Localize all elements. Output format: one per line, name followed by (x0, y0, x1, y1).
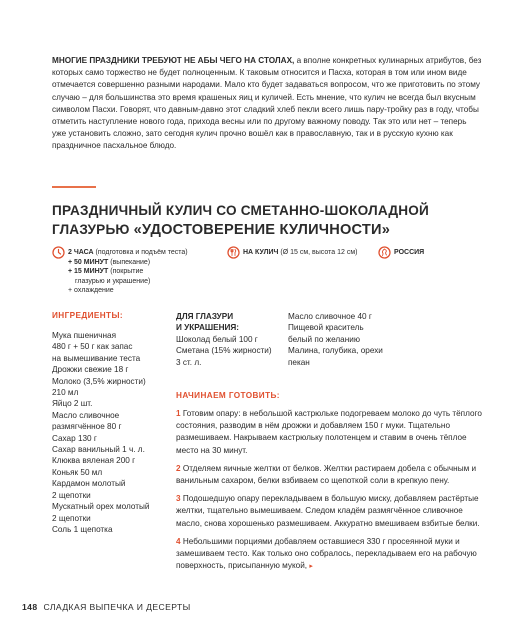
intro-text: а вполне конкретных кулинарных атрибутов, без которых само торжество не будет полноценным. К таковым относится и Пасха, которая в том или ином виде отмечается совершенно разными народами. Мало кто будет задаваться вопросом, что же приготовить по этому случаю – для большинства это время крашеных яиц и куличей. Есть мнение, что кулич не всегда был вкусным символом Пасхи. Говорят, что давным-давно этот сладкий хлеб пекли всего лишь пару-тройку раз в году, чтобы отметить наступление нового года, прихода весны или по другому важному поводу. Так это или нет – теперь уже установить сложно, зато сегодня кулич прочно вошёл как в православную, так и в русскую кухню как праздничное пасхальное блюдо. (52, 56, 482, 151)
time-main-note: (подготовка и подъём теста) (93, 249, 188, 256)
ingredient-item: Шоколад белый 100 г (176, 335, 258, 344)
ingredients-heading: ИНГРЕДИЕНТЫ: (52, 311, 123, 320)
intro-lead: МНОГИЕ ПРАЗДНИКИ ТРЕБУЮТ НЕ АБЫ ЧЕГО НА СТОЛАХ, (52, 56, 295, 65)
recipe-title (52, 201, 492, 240)
recipe-title-line2-wrap (52, 220, 492, 240)
ingredient-item: Сметана (15% жирности) (176, 346, 272, 356)
fork-knife-icon (227, 246, 240, 259)
ingredient-item: Масло сливочное (52, 410, 120, 420)
time-cooling: + охлаждение (68, 287, 114, 294)
time-bake-note: (выпекание) (108, 258, 151, 266)
ingredient-item: Мускатный орех молотый (52, 502, 150, 512)
continue-arrow-icon: ▸ (309, 563, 313, 571)
ingredient-item: пекан (288, 357, 310, 367)
time-main: 2 ЧАСА (68, 249, 94, 256)
ingredient-item: Мука пшеничная (52, 331, 117, 340)
ingredient-item: Соль 1 щепотка (52, 524, 113, 534)
ingredient-item: Молоко (3,5% жирности) (52, 376, 146, 386)
page-footer (22, 602, 191, 612)
recipe-title-line2: ГЛАЗУРЬЮ (52, 222, 134, 237)
ingredients-list-decor (288, 311, 383, 368)
ingredient-item: Сахар ванильный 1 ч. л. (52, 445, 145, 455)
recipe-title-highlight: «УДОСТОВЕРЕНИЕ КУЛИЧНОСТИ» (133, 222, 391, 238)
step-item (176, 408, 482, 457)
ingredient-item: Кардамон молотый (52, 479, 126, 489)
time-glaze-note: (покрытие (108, 268, 144, 275)
intro-paragraph (52, 55, 482, 153)
page-number: 148 (22, 602, 38, 612)
recipe-title-line1: ПРАЗДНИЧНЫЙ КУЛИЧ СО СМЕТАННО-ШОКОЛАДНОЙ (52, 203, 430, 218)
step-number: 2 (176, 463, 181, 473)
glaze-heading (176, 311, 239, 334)
steps-list (176, 408, 482, 579)
ingredient-item: Дрожжи свежие 18 г (52, 365, 129, 375)
globe-icon (378, 246, 391, 259)
clock-icon (52, 246, 65, 259)
step-text: Отделяем яичные желтки от белков. Желтки растираем добела с обычным и ванильным сахаром, белки взбиваем со щепоткой соли в крепкую пену. (176, 463, 477, 486)
step-text: Готовим опару: в небольшой кастрюльке подогреваем молоко до чуть тёплого состояния, разводим в нём дрожжи и добавляем 150 г муки. Тщательно размешиваем. Накрываем кастрюльку полотенцем и ставим в очень тёплое место на 30 минут. (176, 409, 482, 455)
ingredients-list-main (52, 330, 149, 535)
ingredient-item: 2 щепотки (52, 513, 91, 523)
serving-main: НА КУЛИЧ (243, 249, 279, 256)
ingredient-item: 480 г + 50 г как запас (52, 342, 133, 352)
ingredient-item: Яйцо 2 шт. (52, 399, 93, 409)
step-item (176, 493, 482, 530)
ingredient-item: 210 мл (52, 388, 79, 398)
ingredient-item: Клюква вяленая 200 г (52, 456, 136, 466)
country-name: РОССИЯ (394, 249, 425, 256)
step-number: 3 (176, 494, 181, 504)
step-number: 4 (176, 536, 181, 546)
meta-time-text (68, 248, 188, 296)
meta-country-text (394, 248, 424, 258)
ingredient-item: Малина, голубика, орехи (288, 346, 383, 356)
step-text: Подошедшую опару перекладываем в большую миску, добавляем растёртые желтки, тщательно вымешиваем. Следом кладём размягчённое сливочное масло, снова хорошенько размешиваем. Аккуратно вмешиваем взбитые белки. (176, 494, 480, 528)
step-number: 1 (176, 409, 181, 418)
ingredient-item: на вымешивание теста (52, 353, 141, 363)
glaze-heading-line2: И УКРАШЕНИЯ: (176, 323, 240, 333)
ingredient-item: белый по желанию (288, 334, 360, 344)
time-glaze: + 15 МИНУТ (68, 268, 109, 275)
section-name: СЛАДКАЯ ВЫПЕЧКА И ДЕСЕРТЫ (43, 602, 191, 612)
ingredient-item: Масло сливочное 40 г (288, 312, 372, 321)
ingredients-list-glaze (176, 334, 272, 368)
steps-heading: НАЧИНАЕМ ГОТОВИТЬ: (176, 391, 280, 400)
ingredient-item: 3 ст. л. (176, 357, 202, 367)
section-divider (52, 186, 96, 188)
step-item (176, 463, 482, 487)
time-bake: + 50 МИНУТ (68, 258, 109, 266)
ingredient-item: размягчённое 80 г (52, 422, 122, 432)
ingredient-item: Пищевой краситель (288, 323, 364, 333)
meta-serving-text (243, 248, 357, 258)
ingredient-item: 2 щепотки (52, 490, 91, 500)
step-item (176, 536, 482, 574)
glaze-heading-line1: ДЛЯ ГЛАЗУРИ (176, 312, 234, 321)
ingredient-item: Сахар 130 г (52, 433, 97, 443)
time-glaze-note2: глазурью и украшение) (75, 277, 151, 285)
step-text: Небольшими порциями добавляем оставшиеся 330 г просеянной муки и замешиваем тесто. Как только оно собралось, перекладываем его на рабочую поверхность, присыпанную мукой, (176, 536, 477, 571)
ingredient-item: Коньяк 50 мл (52, 467, 103, 477)
serving-note: (Ø 15 см, высота 12 см) (278, 249, 358, 256)
